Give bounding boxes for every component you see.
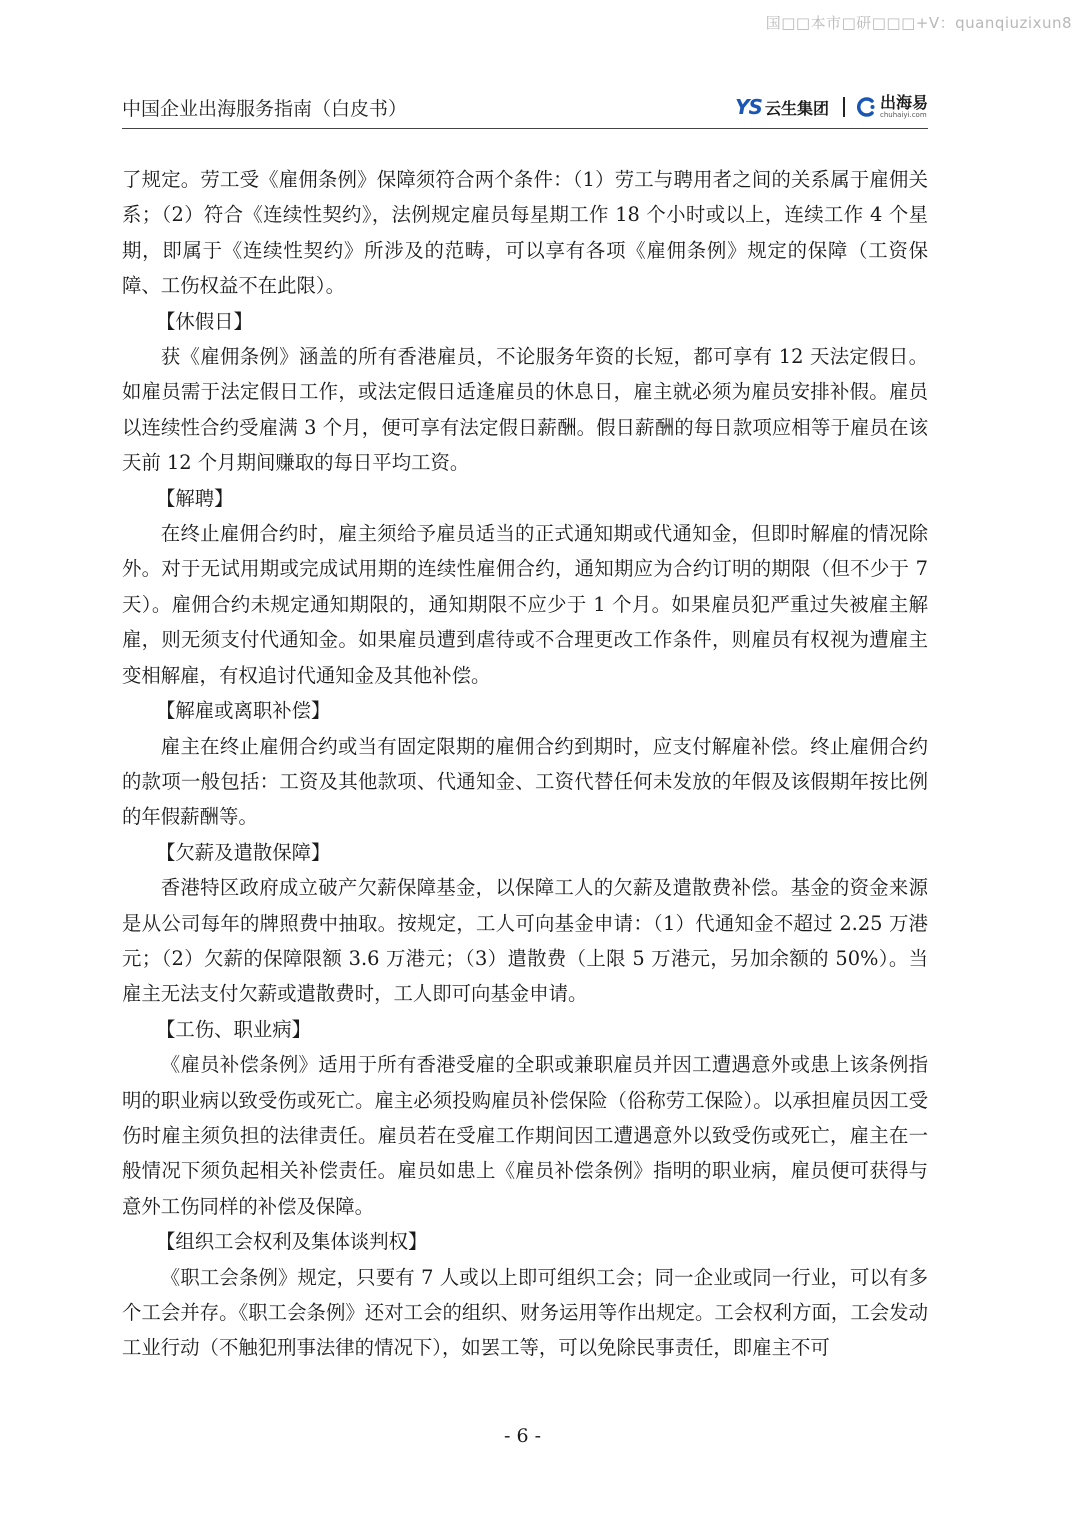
page-header: [122, 88, 928, 129]
section-heading: 【解雇或离职补偿】: [155, 699, 331, 723]
chuhaiyi-url: chuhaiyi.com: [879, 111, 927, 119]
paragraph: 香港特区政府成立破产欠薪保障基金，以保障工人的欠薪及遣散费补偿。基金的资金来源是从公司每年的牌照费中抽取。按规定，工人可向基金申请：（1）代通知金不超过 2.25 万港元；（2）欠薪的保障限额 3.6 万港元；（3）遣散费（上限 5 万港元，另加余额的 50%）。当雇主无法支付欠薪或遣散费时，工人即可向基金申请。: [122, 876, 928, 1006]
chuhaiyi-name: 出海易: [879, 93, 928, 112]
section-heading: 【解聘】: [155, 486, 234, 510]
paragraph: 了规定。劳工受《雇佣条例》保障须符合两个条件：（1）劳工与聘用者之间的关系属于雇佣关系；（2）符合《连续性契约》，法例规定雇员每星期工作 18 个小时或以上，连续工作 4 个星期，即属于《连续性契约》所涉及的范畴，可以享有各项《雇佣条例》规定的保障（工资保障、工伤权益不在此限）。: [122, 168, 928, 298]
header-logos: [735, 92, 928, 122]
section-heading: 【组织工会权利及集体谈判权】: [155, 1230, 428, 1254]
chuhaiyi-brand: [880, 95, 928, 119]
paragraph: 雇主在终止雇佣合约或当有固定限期的雇佣合约到期时，应支付解雇补偿。终止雇佣合约的款项一般包括：工资及其他款项、代通知金、工资代替任何未发放的年假及该假期年按比例的年假薪酬等。: [122, 734, 928, 829]
paragraph: 获《雇佣条例》涵盖的所有香港雇员，不论服务年资的长短，都可享有 12 天法定假日。如雇员需于法定假日工作，或法定假日适逢雇员的休息日，雇主就必须为雇员安排补假。雇员以连续性合约受雇满 3 个月，便可享有法定假日薪酬。假日薪酬的每日款项应相等于雇员在该天前 12 个月期间赚取的每日平均工资。: [122, 345, 928, 475]
logo-divider: [843, 97, 845, 117]
section-heading: 【工伤、职业病】: [155, 1017, 312, 1041]
page-body: [122, 162, 928, 1366]
chuhaiyi-logo-icon: [857, 97, 877, 117]
document-title: 中国企业出海服务指南（白皮书）: [122, 98, 408, 120]
paragraph: 在终止雇佣合约时，雇主须给予雇员适当的正式通知期或代通知金，但即时解雇的情况除外。对于无试用期或完成试用期的连续性雇佣合约，通知期应为合约订明的期限（但不少于 7 天）。雇佣合约未规定通知期限的，通知期限不应少于 1 个月。如果雇员犯严重过失被雇主解雇，则无须支付代通知金。如果雇员遭到虐待或不合理更改工作条件，则雇员有权视为遭雇主变相解雇，有权追讨代通知金及其他补偿。: [122, 522, 928, 687]
section-heading: 【欠薪及遣散保障】: [155, 840, 331, 864]
section-heading: 【休假日】: [155, 309, 253, 333]
watermark-text: 国□□本市□研□□□+V：quanqiuzixun8: [765, 14, 1072, 32]
page-number: - 6 -: [503, 1425, 541, 1447]
ys-group-name: 云生集团: [764, 98, 829, 118]
ys-logo-icon: YS: [735, 95, 762, 119]
paragraph: 《雇员补偿条例》适用于所有香港受雇的全职或兼职雇员并因工遭遇意外或患上该条例指明的职业病以致受伤或死亡。雇主必须投购雇员补偿保险（俗称劳工保险）。以承担雇员因工受伤时雇主须负担的法律责任。雇员若在受雇工作期间因工遭遇意外以致受伤或死亡，雇主在一般情况下须负起相关补偿责任。雇员如患上《雇员补偿条例》指明的职业病，雇员便可获得与意外工伤同样的补偿及保障。: [122, 1053, 928, 1218]
paragraph: 《职工会条例》规定，只要有 7 人或以上即可组织工会；同一企业或同一行业，可以有多个工会并存。《职工会条例》还对工会的组织、财务运用等作出规定。工会权利方面，工会发动工业行动（不触犯刑事法律的情况下），如罢工等，可以免除民事责任，即雇主不可: [122, 1265, 928, 1360]
